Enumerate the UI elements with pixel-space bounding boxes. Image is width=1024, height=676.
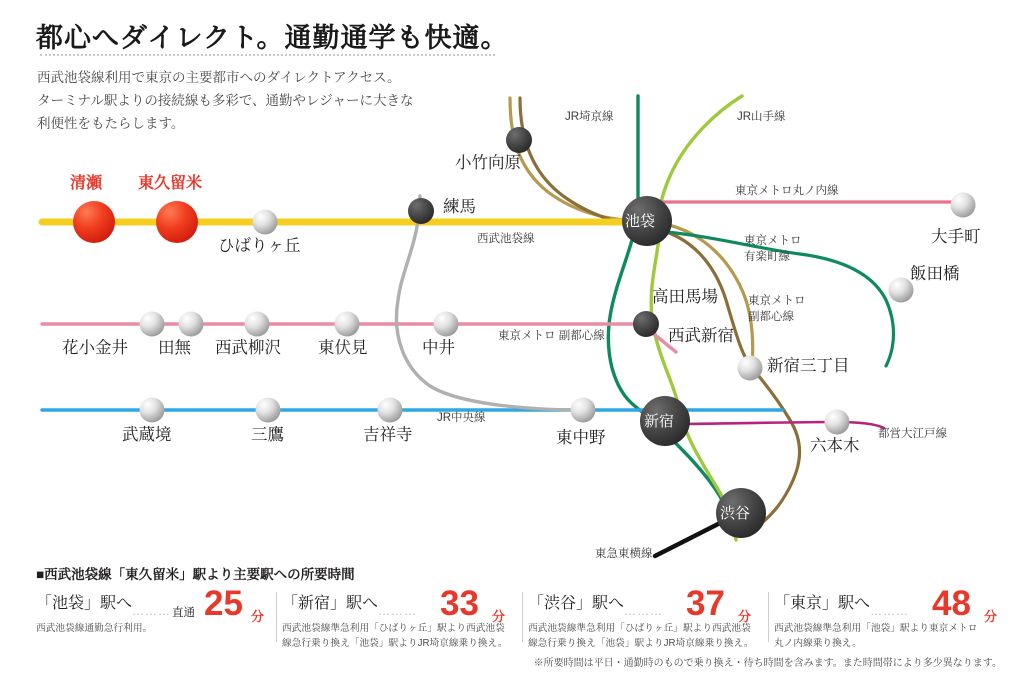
- time-card-note-tokyo: 西武池袋線準急利用「池袋」駅より東京メトロ 丸ノ内線乗り換え。: [774, 623, 978, 649]
- station-label-tanashi: 田無: [158, 339, 191, 357]
- station-label-kotakemukaihara: 小竹向原: [455, 154, 521, 172]
- line-label-jr-saikyo: JR埼京線: [565, 111, 614, 123]
- time-card-note-shinjuku: 西武池袋線準急利用「ひばりヶ丘」駅より西武池袋 線急行乗り換え「池袋」駅よりJR埼京線乗り換え。: [282, 623, 508, 649]
- station-marker-kiyose: [73, 201, 115, 243]
- time-card-station-ikebukuro: 「池袋」駅へ: [36, 595, 133, 612]
- station-marker-hanakoganei: [140, 312, 165, 337]
- time-card-divider-1: [276, 592, 277, 642]
- station-marker-nakai: [434, 312, 459, 337]
- time-card-unit-tokyo: 分: [984, 609, 998, 624]
- station-label-nerima: 練馬: [443, 198, 476, 216]
- station-label-higashinakano: 東中野: [556, 429, 606, 447]
- times-footnote: ※所要時間は平日・通勤時のもので乗り換え・待ち時間を含みます。また時間帯により多少異なります。: [533, 658, 1002, 669]
- station-marker-shinjuku-sanchome: [738, 356, 763, 381]
- line-grey-connector: [396, 196, 580, 410]
- time-card-prefix-ikebukuro: 直通: [172, 607, 195, 619]
- line-label-seibu-ikebukuro: 西武池袋線: [477, 233, 535, 245]
- time-card-station-tokyo: 「東京」駅へ: [774, 595, 871, 612]
- station-label-hibarigaoka: ひばりヶ丘: [218, 237, 301, 255]
- station-label-higashikurume: 東久留米: [138, 175, 203, 192]
- station-label-musashisakai: 武蔵境: [122, 426, 172, 444]
- station-label-iidabashi: 飯田橋: [910, 265, 960, 283]
- time-card-unit-shibuya: 分: [738, 609, 752, 624]
- station-label-otemachi: 大手町: [931, 228, 981, 246]
- station-label-kiyose: 清瀬: [70, 175, 103, 192]
- station-marker-mitaka: [256, 398, 281, 423]
- station-label-seibuyagisawa: 西武柳沢: [215, 339, 281, 357]
- station-label-shibuya: 渋谷: [720, 505, 751, 522]
- line-label-jr-chuo: JR中央線: [437, 412, 486, 424]
- station-label-mitaka: 三鷹: [251, 426, 284, 444]
- time-card-shinjuku: [282, 584, 523, 650]
- time-card-unit-ikebukuro: 分: [251, 609, 265, 624]
- station-label-hanakoganei: 花小金井: [62, 339, 128, 357]
- time-card-minutes-ikebukuro: 25: [204, 584, 243, 623]
- time-card-minutes-tokyo: 48: [932, 584, 971, 623]
- time-card-dots-shibuya: ………: [624, 604, 663, 618]
- time-card-divider-2: [522, 592, 523, 642]
- station-label-nakai: 中井: [422, 339, 455, 357]
- times-row: [36, 584, 1001, 649]
- station-label-takadanobaba: 高田馬場: [652, 288, 718, 306]
- station-marker-nerima: [408, 198, 434, 224]
- time-card-minutes-shinjuku: 33: [440, 584, 479, 623]
- station-marker-otemachi: [951, 193, 976, 218]
- line-label-metro-marunouchi: 東京メトロ丸ノ内線: [735, 185, 839, 197]
- line-tokyu-toyoko: [655, 520, 726, 556]
- time-card-dots-ikebukuro: ………: [132, 604, 171, 618]
- time-card-dots-shinjuku: ………: [378, 604, 417, 618]
- lead-line-3: 利便性をもたらします。: [37, 116, 185, 132]
- line-label-jr-yamanote: JR山手線: [737, 111, 786, 123]
- line-label-toei-oedo: 都営大江戸線: [878, 428, 947, 440]
- line-label-metro-yurakucho: 東京メトロ 有楽町線: [744, 235, 802, 263]
- station-marker-higashinakano: [571, 398, 596, 423]
- time-card-ikebukuro: [36, 584, 277, 650]
- line-label-tokyu-toyoko: 東急東横線: [595, 548, 653, 560]
- line-toei-oedo: [676, 422, 884, 428]
- line-jr-yamanote: [651, 96, 742, 540]
- time-card-tokyo: [774, 584, 1015, 650]
- station-marker-higashikurume: [156, 201, 198, 243]
- time-card-unit-shinjuku: 分: [492, 609, 506, 624]
- station-label-kichijoji: 吉祥寺: [363, 426, 413, 444]
- times-section-title: ■西武池袋線「東久留米」駅より主要駅への所要時間: [36, 567, 355, 582]
- station-label-ikebukuro: 池袋: [625, 213, 656, 230]
- time-card-shibuya: [528, 584, 769, 650]
- station-marker-hibarigaoka: [253, 210, 278, 235]
- station-marker-seibuyagisawa: [245, 312, 270, 337]
- page-headline: 都心へダイレクト。通勤通学も快適。: [36, 23, 509, 53]
- time-card-dots-tokyo: ………: [870, 604, 909, 618]
- station-marker-roppongi: [825, 410, 850, 435]
- time-card-station-shibuya: 「渋谷」駅へ: [528, 595, 625, 612]
- station-label-higashifushimi: 東伏見: [318, 339, 368, 357]
- time-card-note-shibuya: 西武池袋線準急利用「ひばりヶ丘」駅より西武池袋 線急行乗り換え「池袋」駅よりJR埼京線乗り換え。: [528, 623, 754, 649]
- time-card-divider-3: [768, 592, 769, 642]
- station-marker-takadanobaba: [633, 311, 659, 337]
- station-label-shinjuku: 新宿: [644, 413, 675, 430]
- time-card-note-ikebukuro: 西武池袋線通勤急行利用。: [36, 623, 153, 634]
- station-marker-higashifushimi: [335, 312, 360, 337]
- lead-line-2: ターミナル駅よりの接続線も多彩で、通勤やレジャーに大きな: [37, 93, 414, 109]
- line-label-seibu-shinjuku: 東京メトロ 副都心線: [498, 330, 605, 342]
- station-label-seibushinjuku: 西武新宿: [668, 327, 734, 345]
- line-label-metro-fukutoshin: 東京メトロ 副都心線: [748, 295, 806, 323]
- station-marker-tanashi: [179, 312, 204, 337]
- station-marker-musashisakai: [140, 398, 165, 423]
- station-label-roppongi: 六本木: [810, 437, 860, 455]
- station-marker-kotakemukaihara: [506, 127, 532, 153]
- time-card-minutes-shibuya: 37: [686, 584, 725, 623]
- station-marker-kichijoji: [378, 398, 403, 423]
- lead-line-1: 西武池袋線利用で東京の主要都市へのダイレクトアクセス。: [37, 70, 401, 85]
- station-label-shinjuku-sanchome: 新宿三丁目: [767, 357, 850, 375]
- time-card-station-shinjuku: 「新宿」駅へ: [282, 595, 379, 612]
